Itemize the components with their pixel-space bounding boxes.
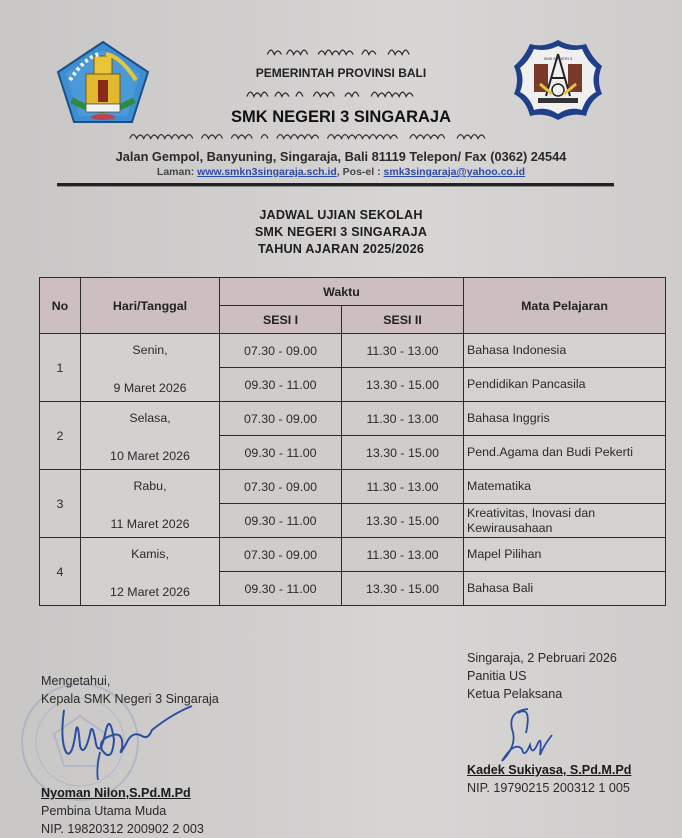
- session-2-time: 13.30 - 15.00: [342, 504, 464, 538]
- school-address: Jalan Gempol, Banyuning, Singaraja, Bali 81119 Telepon/ Fax (0362) 24544: [115, 149, 567, 164]
- principal-signature: [52, 700, 202, 780]
- handwritten-signature-icon: [488, 705, 568, 770]
- header-session-1: SESI I: [220, 306, 342, 334]
- header-time: Waktu: [220, 278, 464, 306]
- day-name: Senin,: [132, 342, 168, 357]
- subject: Mapel Pilihan: [464, 538, 666, 572]
- session-1-time: 09.30 - 11.00: [220, 504, 342, 538]
- principal-title: Kepala SMK Negeri 3 Singaraja: [41, 692, 219, 706]
- svg-text:SMK NEGERI 3: SMK NEGERI 3: [543, 56, 573, 61]
- header-subject: Mata Pelajaran: [464, 278, 666, 334]
- day-number: 4: [40, 538, 81, 606]
- subject: Bahasa Inggris: [464, 402, 666, 436]
- website-link[interactable]: www.smkn3singaraja.sch.id: [197, 166, 337, 178]
- balinese-script-address: [98, 128, 578, 147]
- email-link[interactable]: smk3singaraja@yahoo.co.id: [383, 166, 526, 178]
- doc-title-line-3: TAHUN AJARAN 2025/2026: [257, 242, 425, 256]
- place-date: Singaraja, 2 Pebruari 2026: [467, 651, 617, 665]
- day-name: Rabu,: [133, 478, 167, 493]
- committee-chair-title: Ketua Pelaksana: [467, 687, 563, 701]
- day-number: 1: [40, 334, 81, 402]
- day-name: Selasa,: [129, 410, 171, 425]
- session-1-time: 09.30 - 11.00: [220, 436, 342, 470]
- date: 12 Maret 2026: [110, 584, 190, 599]
- handwritten-signature-icon: [52, 700, 202, 780]
- principal-name: Nyoman Nilon,S.Pd.M.Pd: [41, 786, 191, 800]
- subject: Kreativitas, Inovasi dan Kewirausahaan: [464, 504, 666, 538]
- session-1-time: 09.30 - 11.00: [220, 368, 342, 402]
- exam-schedule-table: [39, 277, 665, 611]
- subject: Pend.Agama dan Budi Pekerti: [464, 436, 666, 470]
- session-1-time: 07.30 - 09.00: [220, 334, 342, 368]
- session-1-time: 07.30 - 09.00: [220, 402, 342, 436]
- table-row: [40, 334, 666, 368]
- session-1-time: 07.30 - 09.00: [220, 470, 342, 504]
- website-label: Laman:: [156, 166, 198, 178]
- subject: Bahasa Indonesia: [464, 334, 666, 368]
- balinese-script-province: [255, 44, 425, 63]
- session-2-time: 13.30 - 15.00: [342, 436, 464, 470]
- header-day-date: Hari/Tanggal: [81, 278, 220, 334]
- day-number: 3: [40, 470, 81, 538]
- table-row: [40, 470, 666, 504]
- letterhead-divider: [57, 183, 614, 187]
- acknowledged-label: Mengetahui,: [41, 674, 111, 688]
- principal-nip: NIP. 19820312 200902 2 003: [41, 822, 204, 836]
- subject: Pendidikan Pancasila: [464, 368, 666, 402]
- committee-chair-nip: NIP. 19790215 200312 1 005: [467, 781, 630, 795]
- session-2-time: 11.30 - 13.00: [342, 334, 464, 368]
- day-date-cell: [81, 402, 220, 470]
- doc-title-line-2: SMK NEGERI 3 SINGARAJA: [254, 225, 428, 239]
- session-1-time: 09.30 - 11.00: [220, 572, 342, 606]
- session-2-time: 11.30 - 13.00: [342, 402, 464, 436]
- session-2-time: 11.30 - 13.00: [342, 538, 464, 572]
- committee-label: Panitia US: [467, 669, 527, 683]
- province-name: PEMERINTAH PROVINSI BALI: [255, 66, 427, 80]
- day-date-cell: [81, 538, 220, 606]
- committee-chair-signature: [488, 705, 568, 770]
- subject: Bahasa Bali: [464, 572, 666, 606]
- day-date-cell: [81, 334, 220, 402]
- session-1-time: 07.30 - 09.00: [220, 538, 342, 572]
- table-row: [40, 402, 666, 436]
- balinese-script-school: [232, 86, 442, 105]
- contact-line: [0, 166, 682, 178]
- subject: Matematika: [464, 470, 666, 504]
- table-row: [40, 538, 666, 572]
- email-label: , Pos-el :: [336, 166, 384, 178]
- school-name: SMK NEGERI 3 SINGARAJA: [230, 108, 452, 126]
- principal-rank: Pembina Utama Muda: [41, 804, 167, 818]
- day-number: 2: [40, 402, 81, 470]
- session-2-time: 11.30 - 13.00: [342, 470, 464, 504]
- date: 10 Maret 2026: [110, 448, 190, 463]
- header-no: No: [40, 278, 81, 334]
- session-2-time: 13.30 - 15.00: [342, 368, 464, 402]
- doc-title-line-1: JADWAL UJIAN SEKOLAH: [259, 208, 423, 222]
- committee-chair-name: Kadek Sukiyasa, S.Pd.M.Pd: [467, 763, 632, 777]
- date: 11 Maret 2026: [110, 516, 190, 531]
- date: 9 Maret 2026: [113, 380, 187, 395]
- header-session-2: SESI II: [342, 306, 464, 334]
- day-name: Kamis,: [131, 546, 169, 561]
- day-date-cell: [81, 470, 220, 538]
- session-2-time: 13.30 - 15.00: [342, 572, 464, 606]
